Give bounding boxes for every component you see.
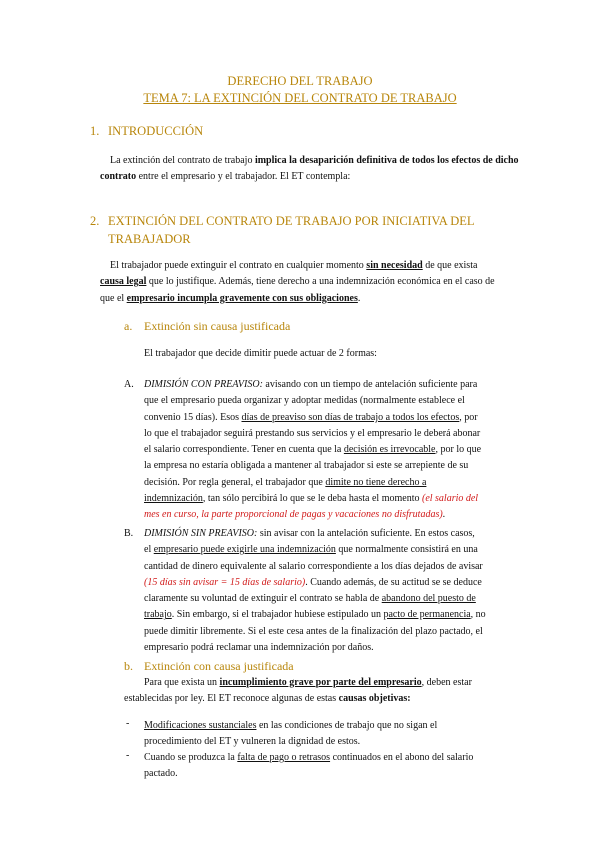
text-run: . Sin embargo, si el trabajador hubiese estipulado un: [171, 609, 384, 621]
text-line: [144, 410, 534, 426]
text-line: que el empresario pueda organizar y adoptar medidas (normalmente establece el: [144, 395, 465, 407]
text-line: cantidad de dinero equivalente al salario correspondiente a los días dejados de avisar: [144, 560, 483, 572]
text-run: Cuando se produzca la: [144, 752, 238, 763]
text-line: [144, 607, 536, 623]
text-line: [144, 377, 534, 393]
item-a-letter: A.: [124, 379, 134, 390]
text-run: La extinción del contrato de trabajo: [110, 155, 255, 166]
text-run: el: [144, 544, 154, 556]
text-run: , tan sólo percibirá lo que se le deba hasta el momento: [202, 493, 422, 505]
text-run: avisando con un tiempo de antelación suficiente para: [262, 379, 478, 390]
text-run: el salario correspondiente. Tener en cuenta que la: [144, 444, 344, 456]
text-run: . Cuando además, de su actitud se se deduce: [305, 576, 482, 588]
red-italic-run: mes en curso, la parte proporcional de pagas y vacaciones no disfrutadas): [144, 509, 443, 521]
text-run: sin avisar con la antelación suficiente. En estos casos,: [257, 528, 475, 539]
section-1-title: INTRODUCCIÓN: [108, 124, 204, 138]
section-1-paragraph: [100, 153, 532, 186]
text-line: [144, 542, 536, 558]
text-run: El trabajador puede extinguir el contrato en cualquier momento: [110, 260, 367, 271]
text-run: , deben estar: [421, 677, 472, 688]
bold-run: implica la desaparición definitiva de todos los efectos de dicho contrato: [100, 155, 519, 183]
text-run: .: [357, 292, 361, 304]
item-b-letter: B.: [124, 528, 134, 539]
text-line: [100, 258, 540, 274]
subsection-b-title: Extinción con causa justificada: [144, 659, 294, 673]
text-line: procedimiento del ET y vulneren la dignidad de estos.: [144, 736, 361, 748]
subsection-a-letter: a.: [124, 319, 133, 333]
text-line: [144, 507, 534, 523]
subsection-b-paragraph: [124, 675, 544, 708]
section-2-title-line-2: TRABAJADOR: [108, 232, 191, 246]
subsection-b-heading: [124, 659, 294, 674]
text-run: decisión. Por regla general, el trabajador que: [144, 476, 326, 488]
subsection-b-letter: b.: [124, 659, 133, 673]
underline-run: abandono del puesto de: [381, 593, 476, 605]
text-run: que normalmente consistirá en una: [335, 544, 478, 556]
underline-run: indemnización: [144, 493, 203, 505]
text-line: pactado.: [144, 768, 178, 780]
text-run: continuados en el abono del salario: [330, 752, 474, 763]
document-title: DERECHO DEL TRABAJO: [227, 74, 373, 88]
text-line: [144, 718, 536, 734]
text-run: convenio 15 días). Esos: [144, 411, 242, 423]
bold-underline-run: sin necesidad: [366, 260, 423, 271]
item-a-paragraph: [144, 377, 534, 524]
item-b-paragraph: [144, 526, 536, 656]
text-run: claramente su voluntad de extinguir el contrato se habla de: [144, 593, 382, 605]
underline-run: decisión es irrevocable: [343, 444, 436, 456]
red-italic-run: (15 días sin avisar = 15 días de salario): [144, 576, 306, 588]
bullet-dash: -: [126, 750, 130, 761]
text-run: , por: [459, 411, 478, 423]
text-line: [144, 591, 536, 607]
subsection-a-intro: El trabajador que decide dimitir puede actuar de 2 formas:: [144, 348, 377, 359]
text-line: [144, 526, 536, 542]
text-run: , por lo que: [435, 444, 482, 456]
underline-run: Modificaciones sustanciales: [144, 720, 257, 731]
bold-underline-run: empresario incumpla gravemente con sus obligaciones: [126, 292, 358, 304]
subsection-a-title: Extinción sin causa justificada: [144, 319, 291, 333]
text-line: la empresa no estaría obligada a mantener al trabajador si este se arrepiente de su: [144, 460, 469, 472]
underline-run: dimite no tiene derecho a: [325, 476, 427, 488]
subsection-a-heading: [124, 319, 290, 334]
italic-run: DIMISIÓN SIN PREAVISO:: [144, 528, 258, 539]
bold-run: causas objetivas:: [338, 693, 411, 705]
document-subtitle: TEMA 7: LA EXTINCIÓN DEL CONTRATO DE TRABAJO: [143, 91, 457, 105]
text-run: en las condiciones de trabajo que no sigan el: [256, 720, 438, 731]
section-2-heading: [90, 212, 530, 248]
text-run: , no: [470, 609, 486, 621]
bullet-dash: -: [126, 718, 130, 729]
text-line: [144, 442, 534, 458]
text-run: .: [442, 509, 446, 521]
text-line: [144, 575, 536, 591]
bullet-item: [144, 718, 536, 751]
underline-run: empresario puede exigirle una indemnización: [153, 544, 336, 556]
text-line: puede dimitir libremente. Si el este cesa antes de la finalización del plazo pactado, el: [144, 625, 483, 637]
text-run: de que exista: [422, 260, 478, 271]
underline-run: falta de pago o retrasos: [237, 752, 331, 763]
text-line: [144, 475, 534, 491]
text-line: [100, 274, 540, 290]
text-line: [144, 491, 534, 507]
text-line: lo que el trabajador seguirá prestando sus servicios y el empresario le deberá abonar: [144, 427, 481, 439]
text-run: establecidas por ley. El ET reconoce algunas de estas: [124, 693, 339, 705]
red-italic-run: (el salario del: [421, 493, 479, 505]
bold-underline-run: incumplimiento grave por parte del empresario: [219, 677, 422, 688]
section-2-number: 2.: [90, 214, 100, 228]
text-line: empresario podrá reclamar una indemnización por daños.: [144, 642, 374, 654]
text-run: entre el empresario y el trabajador. El ET contempla:: [136, 171, 351, 183]
italic-run: DIMISIÓN CON PREAVISO:: [144, 379, 263, 390]
section-1-heading: [90, 124, 203, 139]
text-run: que lo justifique. Además, tiene derecho a una indemnización económica en el caso de: [146, 276, 495, 288]
underline-run: días de preaviso son días de trabajo a todos los efectos: [241, 411, 460, 423]
text-line: [124, 691, 544, 707]
section-1-number: 1.: [90, 124, 100, 138]
section-2-paragraph: [100, 258, 540, 307]
text-run: Para que exista un: [144, 677, 220, 688]
underline-run: pacto de permanencia: [383, 609, 471, 621]
text-line: [100, 291, 540, 307]
bold-underline-run: causa legal: [100, 276, 147, 288]
text-line: [144, 750, 536, 766]
bullet-item: [144, 750, 536, 783]
text-line: [124, 675, 544, 691]
text-run: que el: [100, 292, 127, 304]
section-2-title-line-1: EXTINCIÓN DEL CONTRATO DE TRABAJO POR INICIATIVA DEL: [108, 214, 475, 228]
underline-run: trabajo: [144, 609, 172, 621]
